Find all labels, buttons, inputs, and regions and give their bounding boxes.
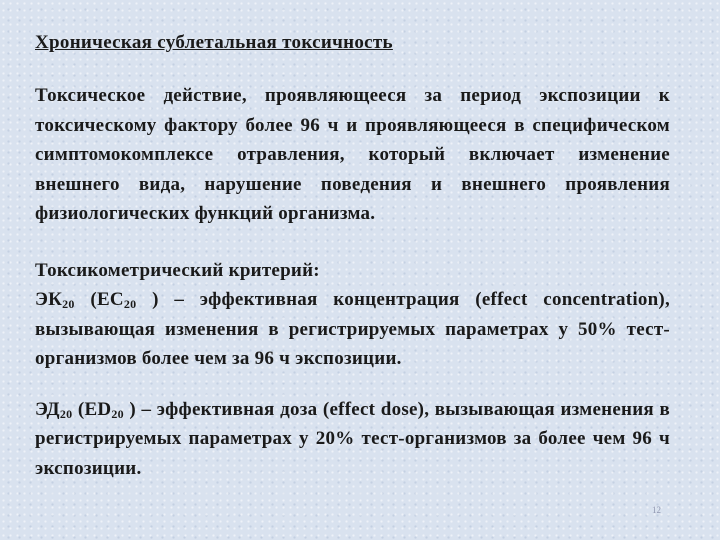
ed2-subscript: 20 bbox=[111, 406, 124, 421]
slide-content bbox=[35, 30, 670, 483]
dose-paragraph bbox=[35, 395, 670, 484]
criterion-heading: Токсикометрический критерий: bbox=[35, 259, 320, 281]
page-number: 12 bbox=[652, 505, 661, 515]
ec-symbol: (EC bbox=[90, 289, 124, 310]
ek-subscript: 20 bbox=[62, 297, 75, 311]
slide-title: Хроническая сублетальная токсичность bbox=[35, 32, 393, 53]
ek-symbol: ЭК bbox=[35, 289, 63, 310]
criterion-paragraph bbox=[35, 285, 670, 374]
ed-symbol: ЭД bbox=[35, 398, 60, 420]
dose-text: ) – эффективная доза (effect dose), вызывающая изменения в регистрируемых параметрах у 20% тест-организмов за более чем 96 ч экспозиции. bbox=[35, 398, 670, 479]
criterion-text: ) – эффективная концентрация (effect concentration), вызывающая изменения в регистрируемых параметрах у 50% тест-организмов более чем за 96 ч экспозиции. bbox=[35, 289, 671, 369]
ec-subscript: 20 bbox=[123, 297, 137, 311]
ed2-symbol: (ED bbox=[77, 398, 112, 420]
ed-subscript: 20 bbox=[59, 406, 73, 421]
definition-paragraph: Токсическое действие, проявляющееся за период экспозиции к токсическому фактору более 96 ч и проявляющееся в специфическом симптомокомплексе отравления, который включает изменение внешнего вида, нарушение поведения и внешнего проявления физиологических функций организма. bbox=[35, 85, 670, 224]
